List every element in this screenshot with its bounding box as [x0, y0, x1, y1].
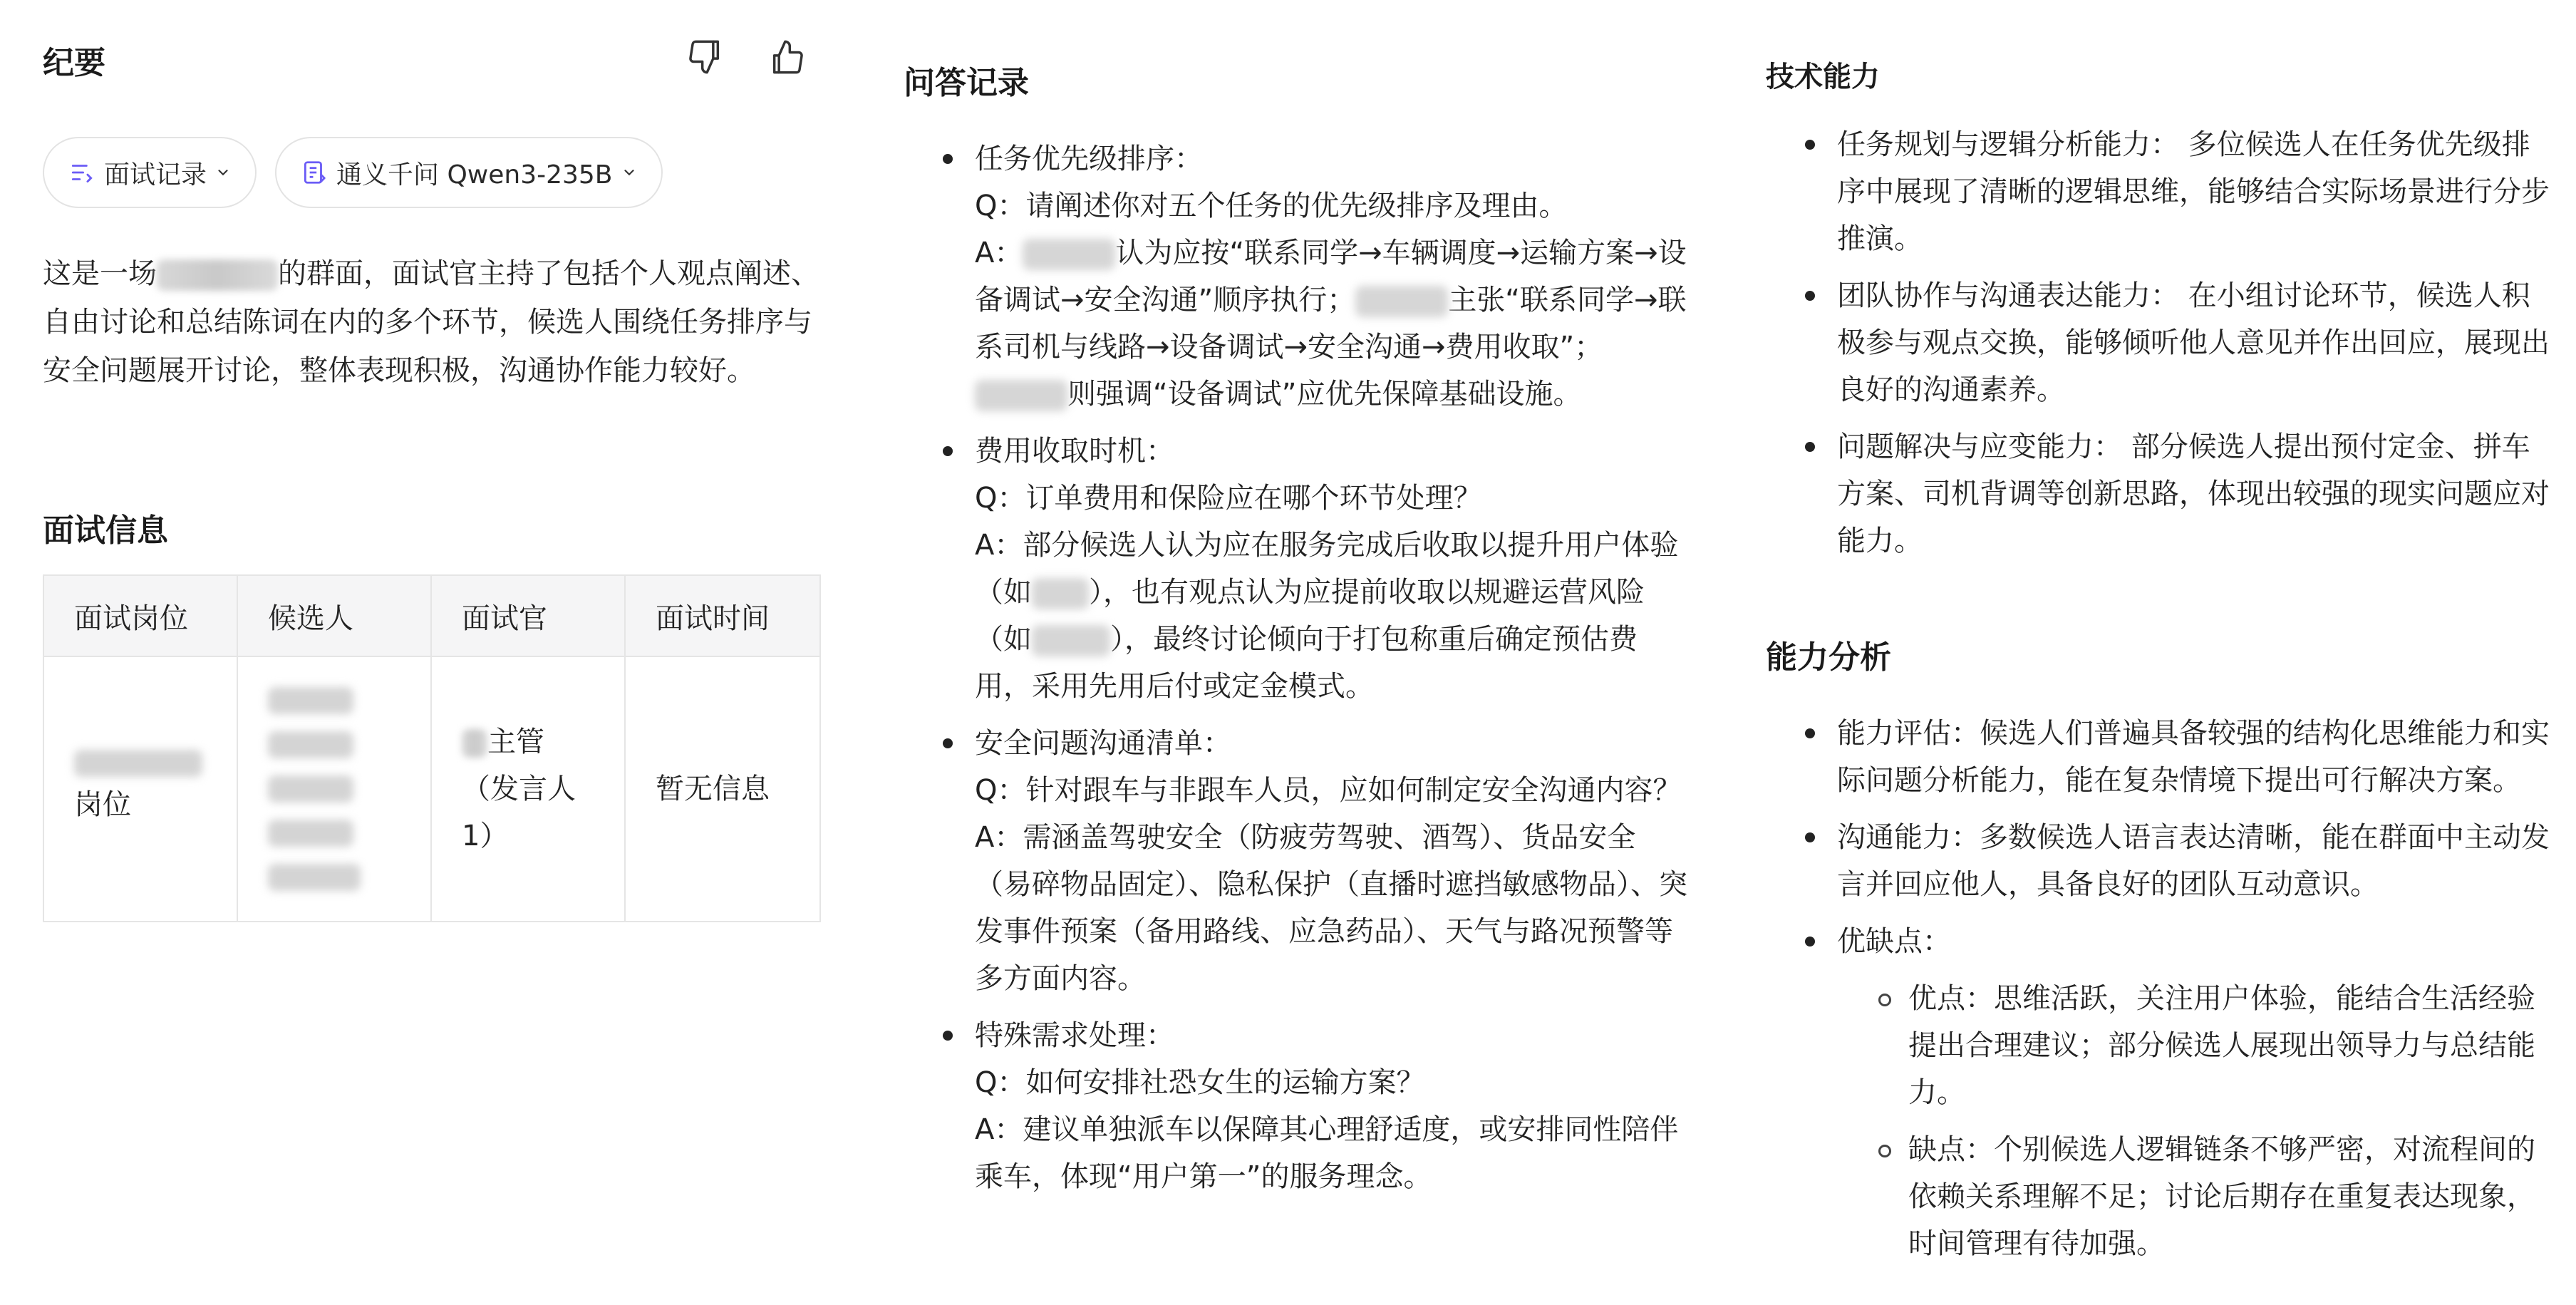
summary-header: [43, 34, 819, 84]
redacted-text: [268, 820, 353, 847]
chevron-down-icon: [215, 165, 231, 180]
list-item: 团队协作与沟通表达能力： 在小组讨论环节，候选人积极参与观点交换，能够倾听他人意见并作出回应，展现出良好的沟通素养。: [1766, 272, 2550, 413]
qa-item-title: 任务优先级排序：: [975, 143, 1203, 175]
document-icon: [301, 159, 328, 186]
redacted-text: [268, 731, 353, 758]
qa-heading: 问答记录: [904, 65, 1029, 101]
list-icon: [68, 159, 95, 186]
list-item: 能力评估：候选人们普遍具备较强的结构化思维能力和实际问题分析能力，能在复杂情境下提出可行解决方案。: [1766, 710, 2550, 804]
table-row: [43, 656, 820, 922]
ability-heading: 能力分析: [1766, 639, 1891, 676]
chevron-down-icon: [621, 165, 637, 180]
chip-group: [43, 137, 663, 211]
qa-question: Q：如何安排社恐女生的运输方案？: [975, 1066, 1425, 1099]
pros-cons-list: [1837, 975, 2550, 1267]
interview-info-heading: 面试信息: [43, 512, 168, 549]
tech-list: [1766, 121, 2550, 564]
qa-answer: A：部分候选人认为应在服务完成后收取以提升用户体验（如 ），也有观点认为应提前收取以规避运营风险（如 ），最终讨论倾向于打包称重后确定预估费用，采用先用后付或定金模式。: [975, 529, 1679, 703]
qa-question: Q：请阐述你对五个任务的优先级排序及理由。: [975, 190, 1568, 222]
thumbs-up-icon: [768, 38, 805, 76]
list-item: [1766, 918, 2550, 1267]
header-interviewer: 面试官: [431, 575, 625, 656]
redacted-text: [268, 687, 353, 714]
qa-question: Q：针对跟车与非跟车人员，应如何制定安全沟通内容？: [975, 774, 1682, 807]
summary-title: 纪要: [43, 45, 105, 81]
redacted-text: [1032, 625, 1110, 656]
cell-candidates: [237, 656, 431, 922]
qa-answer: A：需涵盖驾驶安全（防疲劳驾驶、酒驾）、货品安全（易碎物品固定）、隐私保护（直播时遮挡敏感物品）、突发事件预案（备用路线、应急药品）、天气与路况预警等多方面内容。: [975, 821, 1687, 995]
cell-time: 暂无信息: [625, 656, 820, 922]
list-item: [904, 428, 1687, 710]
list-item: 沟通能力：多数候选人语言表达清晰，能在群面中主动发言并回应他人，具备良好的团队互动意识。: [1766, 814, 2550, 908]
redacted-text: [975, 380, 1067, 411]
table-header-row: [43, 575, 820, 656]
redacted-text: [1355, 286, 1448, 317]
list-item: 问题解决与应变能力： 部分候选人提出预付定金、拼车方案、司机背调等创新思路，体现出较强的现实问题应对能力。: [1766, 423, 2550, 564]
list-item: 缺点：个别候选人逻辑链条不够严密，对流程间的依赖关系理解不足；讨论后期存在重复表达现象，时间管理有待加强。: [1837, 1126, 2550, 1267]
model-select[interactable]: [275, 137, 663, 208]
cell-interviewer: [431, 656, 625, 922]
cell-position: [43, 656, 237, 922]
redacted-text: [462, 729, 487, 758]
qa-question: Q：订单费用和保险应在哪个环节处理？: [975, 482, 1482, 515]
qa-list: [904, 135, 1687, 1200]
redacted-text: [268, 864, 361, 891]
list-item: 任务规划与逻辑分析能力： 多位候选人在任务优先级排序中展现了清晰的逻辑思维，能够结合实际场景进行分步推演。: [1766, 121, 2550, 262]
qa-answer: A：建议单独派车以保障其心理舒适度，或安排同性陪伴乘车，体现“用户第一”的服务理念。: [975, 1113, 1679, 1193]
thumbs-down-icon: [687, 38, 724, 76]
list-item: [904, 720, 1687, 1002]
redacted-text: [1023, 239, 1115, 270]
header-position: 面试岗位: [43, 575, 237, 656]
summary-text: [43, 249, 819, 395]
position-suffix: 岗位: [74, 788, 131, 821]
qa-item-title: 安全问题沟通清单：: [975, 727, 1231, 760]
header-time: 面试时间: [625, 575, 820, 656]
interview-info-table: [43, 574, 821, 922]
pros-cons-label: 优缺点：: [1837, 925, 1951, 958]
qa-item-title: 特殊需求处理：: [975, 1019, 1174, 1052]
list-item: [904, 1012, 1687, 1200]
redacted-text: [74, 750, 202, 777]
thumbs-down-button[interactable]: [683, 34, 728, 80]
record-type-label: 面试记录: [104, 160, 207, 190]
qa-item-title: 费用收取时机：: [975, 435, 1174, 468]
summary-text-end: 的群面，面试官主持了包括个人观点阐述、自由讨论和总结陈词在内的多个环节，候选人围绕任务排序与安全问题展开讨论，整体表现积极，沟通协作能力较好。: [43, 257, 819, 387]
interviewer-text: 主管（发言人1）: [462, 726, 576, 852]
ability-list: [1766, 710, 2550, 1267]
redacted-text: [157, 259, 278, 291]
model-label: 通义千问 Qwen3-235B: [336, 160, 613, 190]
tech-heading: 技术能力: [1766, 61, 1880, 93]
thumbs-up-button[interactable]: [764, 34, 809, 80]
summary-text-start: 这是一场: [43, 257, 157, 290]
list-item: [904, 135, 1687, 418]
qa-answer: A： 认为应按“联系同学→车辆调度→运输方案→设备调试→安全沟通”顺序执行； 主张“联系同学→联系司机与线路→设备调试→安全沟通→费用收取”；则强调“设备调试”应优先保障基础设施。: [975, 237, 1687, 411]
redacted-text: [1032, 578, 1089, 609]
list-item: 优点：思维活跃，关注用户体验，能结合生活经验提出合理建议；部分候选人展现出领导力与总结能力。: [1837, 975, 2550, 1116]
redacted-text: [268, 775, 353, 803]
record-type-select[interactable]: [43, 137, 257, 208]
header-candidates: 候选人: [237, 575, 431, 656]
